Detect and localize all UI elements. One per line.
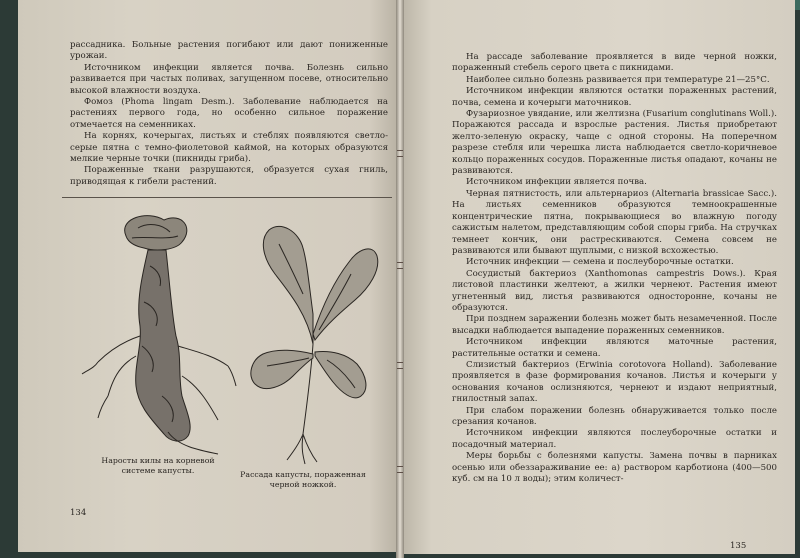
paragraph: Пораженные ткани разрушаются, образуется сухая гниль, приводящая к гибели растений. [70, 165, 388, 187]
binding-stitch [397, 466, 403, 473]
paragraph: Наиболее сильно болезнь развивается при температуре 21—25°С. [466, 74, 770, 85]
paragraph: Фузариозное увядание, или желтизна (Fusarium conglutinans Woll.). Поражаются рассада и взрослые растения. Листья приобретают желто-зеленую окраску, чаще с одной стороны. На поперечном разрезе стебля или черешка листа наблюдается светло-коричневое кольцо пораженных сосудов. Пораженные листья опадают, кочаны не развиваются. [452, 109, 777, 177]
page-number-left: 134 [70, 508, 87, 518]
paragraph: Слизистый бактериоз (Erwinia corotovora Holland). Заболевание проявляется в фазе формирования кочанов. Листья и кочерыги у основания кочанов ослизняются, чернеют и издают неприятный, гнилостный запах. [452, 359, 777, 405]
figure-caption-blackleg: Рассада капусты, пораженная черной ножкой. [240, 470, 366, 489]
blackleg-seedling-illustration [223, 204, 383, 466]
paragraph: Фомоз (Phoma lingam Desm.). Заболевание наблюдается на растениях первого года, но особенно сильное поражение отмечается на семенниках. [70, 97, 388, 130]
paragraph: При слабом поражении болезнь обнаруживается только после срезания кочанов. [452, 405, 777, 427]
paragraph: Источником инфекции являются остатки пораженных растений, почва, семена и кочерыги маточников. [452, 86, 777, 108]
right-page [400, 0, 795, 554]
paragraph: Источником инфекции является почва. Болезнь сильно развивается при частых поливах, загущенном посеве, относительно высокой влажности воздуха. [70, 62, 388, 96]
paragraph: Источником инфекции являются послеуборочные остатки и посадочный материал. [452, 428, 777, 450]
paragraph: Источник инфекции — семена и послеуборочные остатки. [466, 257, 734, 268]
paragraph: рассадника. Больные растения погибают или дают пониженные урожаи. [70, 40, 388, 62]
binding-stitch [397, 262, 403, 269]
paragraph: Сосудистый бактериоз (Xanthomonas campestris Dows.). Края листовой пластинки желтеют, а жилки чернеют. Растения имеют угнетенный вид, листья развиваются односторонне, кочаны не образуются. [452, 268, 777, 313]
clubroot-root-illustration [78, 206, 238, 456]
paragraph: Черная пятнистость, или альтернариоз (Alternaria brassicae Sacc.). На листьях семенников образуются темноокрашенные концентрические пятна, покрывающиеся во влажную погоду сажистым налетом, представляющим собой споры гриба. На стручках темнеет кончик, они растрескиваются. Семена совсем не развиваются или бывают щуплыми, с низкой всхожестью. [452, 188, 777, 256]
binding-stitch [397, 150, 403, 157]
paragraph: Меры борьбы с болезнями капусты. Замена почвы в парниках осенью или обеззараживание ее: а) раствором карботиона (400—500 куб. см на 10 л воды); этим количест- [452, 451, 777, 485]
left-page-text [70, 40, 388, 188]
paragraph: На корнях, кочерыгах, листьях и стеблях появляются светло-серые пятна с темно-фиолетовой каймой, на которых образуются мелкие черные точки (пикниды гриба). [70, 131, 388, 165]
left-page [18, 0, 400, 552]
paragraph: При позднем заражении болезнь может быть незамеченной. После высадки наблюдается выпадение пораженных семенников. [452, 314, 777, 336]
paragraph: Источником инфекции являются маточные растения, растительные остатки и семена. [452, 337, 777, 359]
page-number-right: 135 [730, 541, 747, 551]
figure-caption-clubroot: Наросты килы на корневой системе капусты. [101, 456, 215, 475]
divider-line [62, 197, 392, 198]
paragraph: На рассаде заболевание проявляется в виде черной ножки, пораженный стебель серого цвета с пикнидами. [452, 52, 777, 74]
right-page-text [452, 52, 777, 485]
binding-stitch [397, 362, 403, 369]
book-binding [396, 0, 404, 558]
paragraph: Источником инфекции является почва. [466, 177, 647, 188]
